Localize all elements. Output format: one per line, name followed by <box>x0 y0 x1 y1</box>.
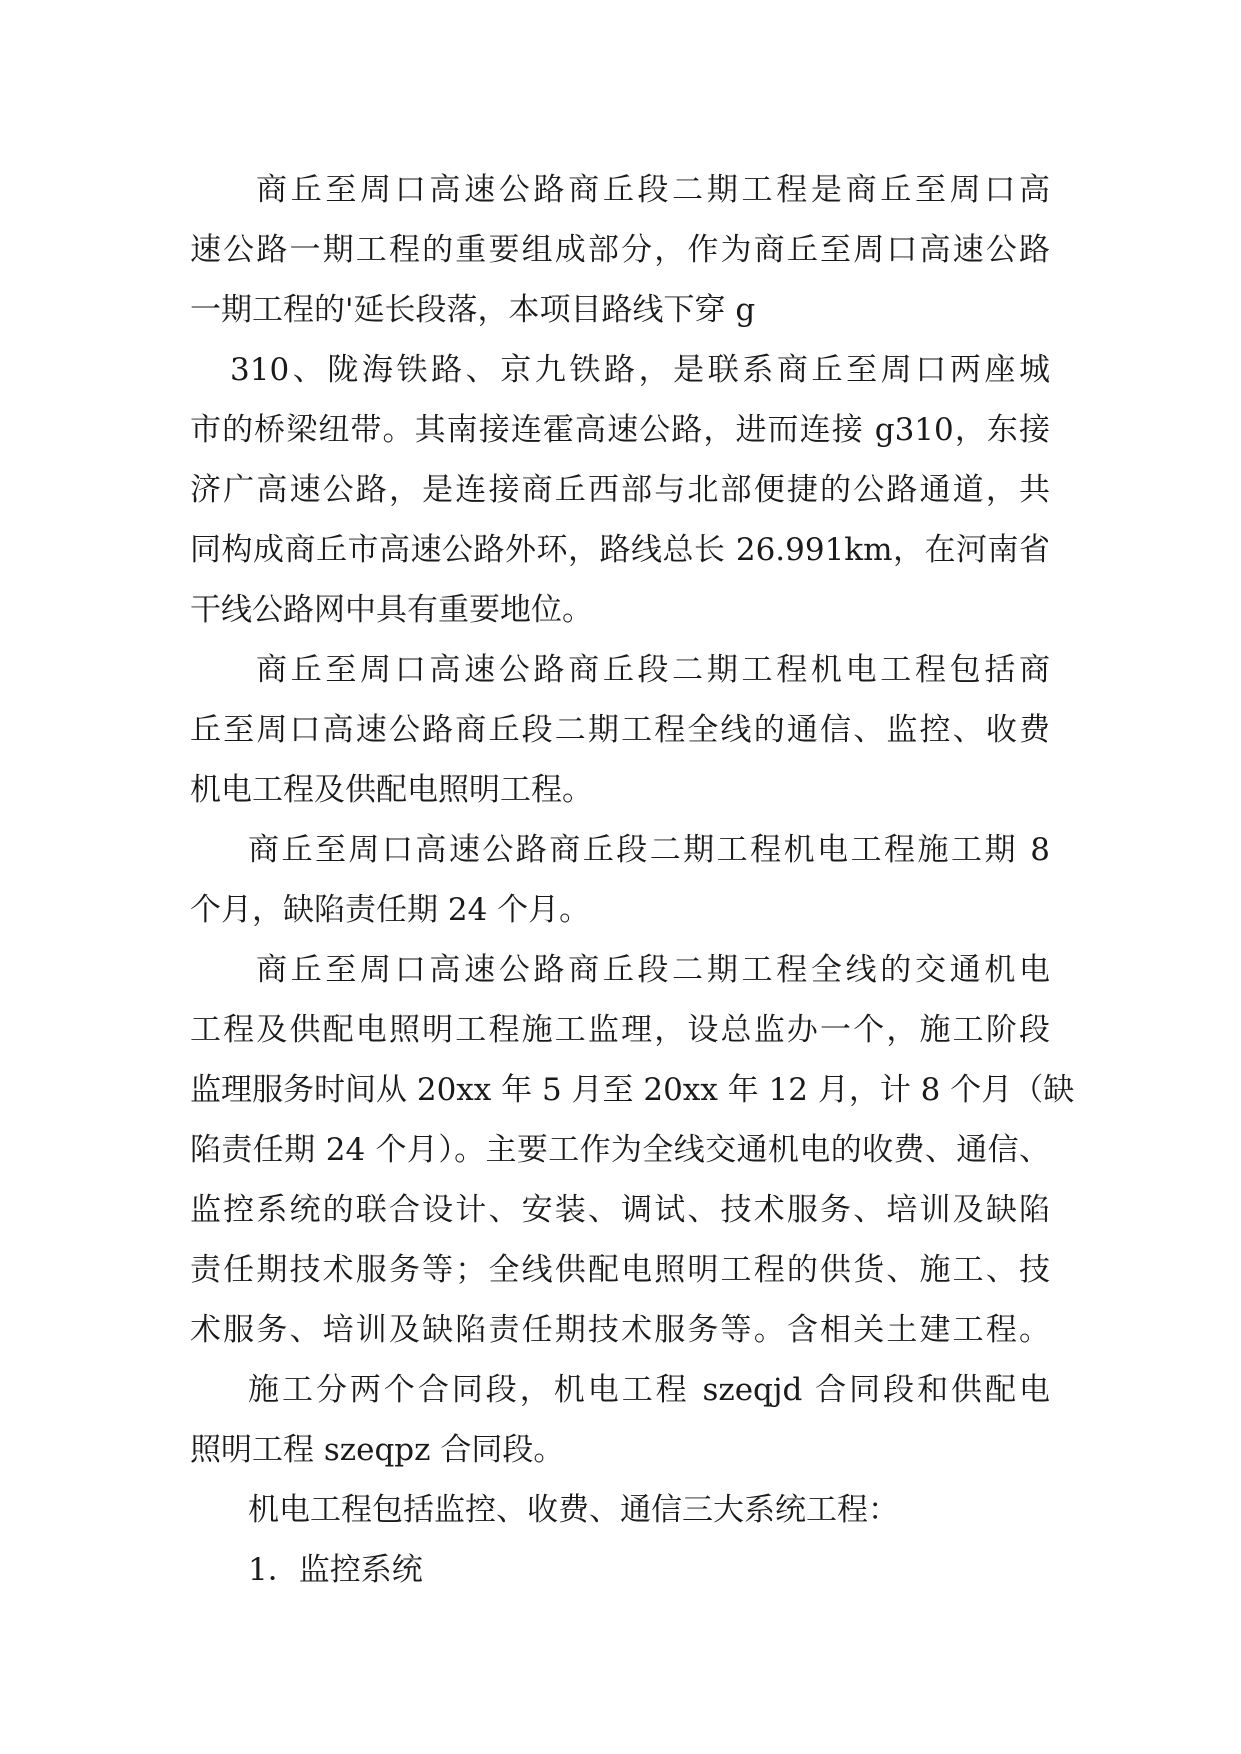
paragraph <box>190 160 1050 340</box>
text-line: 术服务、培训及缺陷责任期技术服务等。含相关土建工程。 <box>190 1312 1050 1348</box>
paragraph <box>190 820 1050 940</box>
text-line: 商丘至周口高速公路商丘段二期工程机电工程施工期 8 <box>248 832 1050 868</box>
text-line: 商丘至周口高速公路商丘段二期工程全线的交通机电 <box>256 952 1050 988</box>
section-heading: 1．监控系统 <box>248 1552 423 1588</box>
document-body <box>190 160 1075 1600</box>
text-line: 机电工程包括监控、收费、通信三大系统工程： <box>248 1492 899 1528</box>
text-line: 310、陇海铁路、京九铁路，是联系商丘至周口两座城 <box>230 352 1050 388</box>
text-line: 照明工程 szeqpz 合同段。 <box>190 1432 565 1468</box>
text-line: 济广高速公路，是连接商丘西部与北部便捷的公路通道，共 <box>190 472 1050 508</box>
text-line: 同构成商丘市高速公路外环，路线总长 26.991km，在河南省 <box>190 532 1050 568</box>
text-line: 商丘至周口高速公路商丘段二期工程是商丘至周口高 <box>256 172 1050 208</box>
text-line: 责任期技术服务等；全线供配电照明工程的供货、施工、技 <box>190 1252 1050 1288</box>
text-line: 速公路一期工程的重要组成部分，作为商丘至周口高速公路 <box>190 232 1050 268</box>
text-line: 商丘至周口高速公路商丘段二期工程机电工程包括商 <box>256 652 1050 688</box>
text-line: 个月，缺陷责任期 24 个月。 <box>190 892 591 928</box>
paragraph <box>190 1480 1050 1540</box>
paragraph <box>190 940 1075 1360</box>
text-line: 监理服务时间从 20xx 年 5 月至 20xx 年 12 月，计 8 个月（缺 <box>190 1072 1075 1108</box>
text-line: 丘至周口高速公路商丘段二期工程全线的通信、监控、收费 <box>190 712 1050 748</box>
text-line: 市的桥梁纽带。其南接连霍高速公路，进而连接 g310，东接 <box>190 412 1050 448</box>
text-line: 监控系统的联合设计、安装、调试、技术服务、培训及缺陷 <box>190 1192 1050 1228</box>
paragraph <box>190 340 1050 640</box>
text-line: 干线公路网中具有重要地位。 <box>190 592 593 628</box>
text-line: 施工分两个合同段，机电工程 szeqjd 合同段和供配电 <box>248 1372 1050 1408</box>
text-line: 机电工程及供配电照明工程。 <box>190 772 593 808</box>
text-line: 工程及供配电照明工程施工监理，设总监办一个，施工阶段 <box>190 1012 1050 1048</box>
paragraph <box>190 1540 1050 1600</box>
paragraph <box>190 640 1050 820</box>
text-line: 一期工程的'延长段落，本项目路线下穿 g <box>190 292 756 328</box>
text-line: 陷责任期 24 个月）。主要工作为全线交通机电的收费、通信、 <box>190 1132 1050 1168</box>
paragraph <box>190 1360 1050 1480</box>
